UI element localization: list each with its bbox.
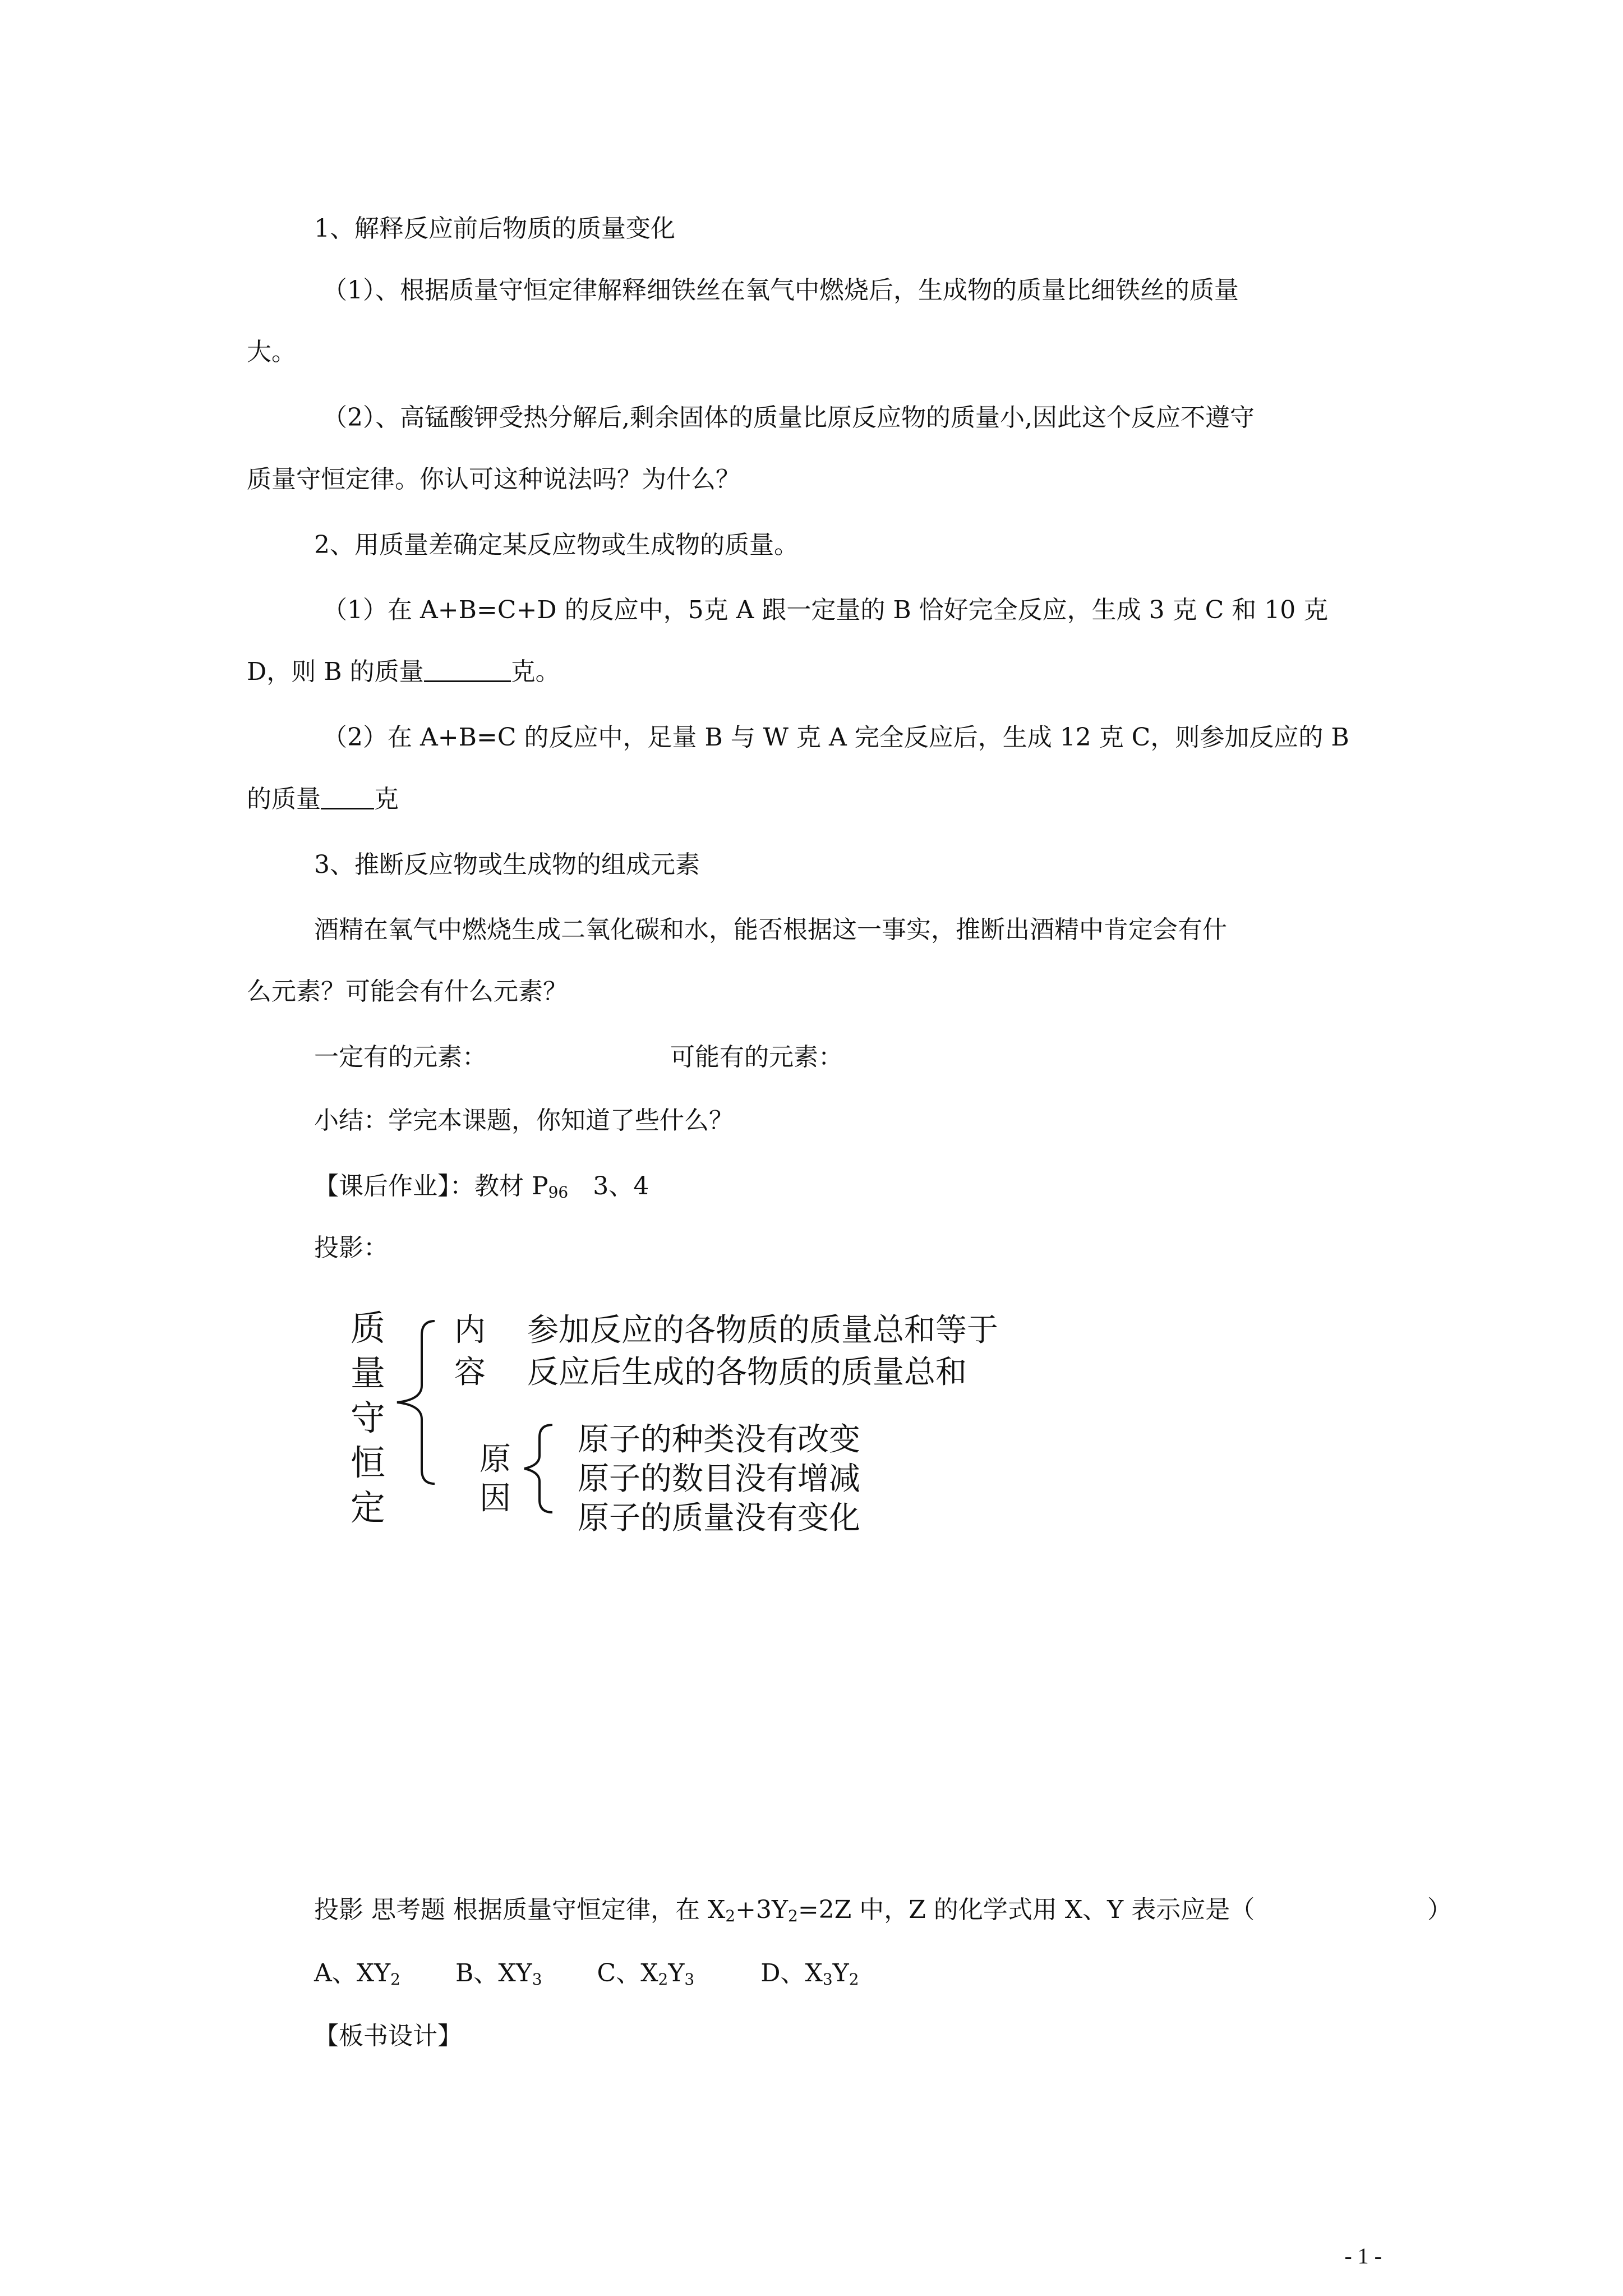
page-number: - 1 - [1344, 2243, 1382, 2269]
s2-question-1-line-1: （1）在 A+B=C+D 的反应中，5克 A 跟一定量的 B 恰好完全反应，生成 3 克 C 和 10 克 [322, 596, 1329, 624]
root-char: 守 [351, 1397, 386, 1438]
option-a[interactable]: A、$XY_2$ [314, 1959, 400, 1989]
homework-line: 【课后作业】：教材 $P_{96}$ 3、4 [314, 1172, 649, 1202]
answer-options [314, 1957, 859, 1990]
reason-label-char: 因 [479, 1480, 511, 1517]
question-close-paren: ） [1427, 1895, 1452, 1924]
maybe-elements-label: 可能有的元素： [670, 1043, 843, 1071]
main-brace [397, 1321, 435, 1484]
section-3-title: 3、推断反应物或生成物的组成元素 [314, 850, 700, 879]
content-line: 参加反应的各物质的质量总和等于 [527, 1312, 998, 1349]
board-design-heading: 【板书设计】 [314, 2022, 462, 2050]
section-1-title: 1、解释反应前后物质的质量变化 [314, 214, 675, 243]
reason-brace [524, 1425, 552, 1512]
root-char: 定 [351, 1487, 386, 1528]
reason-label-char: 原 [479, 1441, 511, 1478]
root-char: 量 [351, 1352, 386, 1393]
thinking-question: 投影 思考题 根据质量守恒定律，在 $X_2+3Y_2=2Z$ 中，Z 的化学式用 X、Y 表示应是（ [314, 1895, 1255, 1925]
answer-blank[interactable] [321, 785, 374, 809]
sure-elements-label: 一定有的元素： [314, 1043, 487, 1071]
content-label-char: 容 [454, 1354, 486, 1391]
s1-question-1-line-2: 大。 [247, 338, 296, 366]
reason-line: 原子的数目没有增减 [578, 1461, 860, 1497]
answer-blank[interactable] [424, 658, 511, 682]
option-d[interactable]: D、$X_3Y_2$ [760, 1959, 859, 1989]
s3-text-line-2: 么元素？可能会有什么元素？ [247, 977, 568, 1006]
s2-question-1-line-2: D，则 B 的质量 克。 [247, 657, 560, 686]
s2-question-2-line-2: 的质量 克 [247, 785, 399, 813]
s2-question-2-line-1: （2）在 A+B=C 的反应中，足量 B 与 W 克 A 完全反应后，生成 12 克 C，则参加反应的 B [322, 723, 1349, 752]
section-2-title: 2、用质量差确定某反应物或生成物的质量。 [314, 531, 799, 559]
reason-line: 原子的质量没有变化 [578, 1500, 860, 1536]
projection-label: 投影： [314, 1234, 388, 1262]
content-line: 反应后生成的各物质的质量总和 [527, 1354, 967, 1391]
s1-question-2-line-2: 质量守恒定律。你认可这种说法吗？为什么？ [247, 465, 740, 494]
option-c[interactable]: C、$X_2Y_3$ [597, 1959, 695, 1989]
root-char: 恒 [351, 1442, 386, 1483]
root-char: 质 [351, 1308, 386, 1349]
concept-diagram [336, 1290, 1066, 1559]
s3-text-line-1: 酒精在氧气中燃烧生成二氧化碳和水，能否根据这一事实，推断出酒精中肯定会有什 [314, 915, 1227, 944]
summary-text: 小结：学完本课题，你知道了些什么？ [314, 1106, 734, 1135]
reason-line: 原子的种类没有改变 [578, 1421, 860, 1458]
s1-question-1-line-1: （1）、根据质量守恒定律解释细铁丝在氧气中燃烧后，生成物的质量比细铁丝的质量 [322, 276, 1239, 305]
option-b[interactable]: B、$XY_3$ [455, 1959, 542, 1989]
s1-question-2-line-1: （2）、高锰酸钾受热分解后,剩余固体的质量比原反应物的质量小,因此这个反应不遵守 [322, 403, 1255, 432]
content-label-char: 内 [454, 1312, 486, 1349]
